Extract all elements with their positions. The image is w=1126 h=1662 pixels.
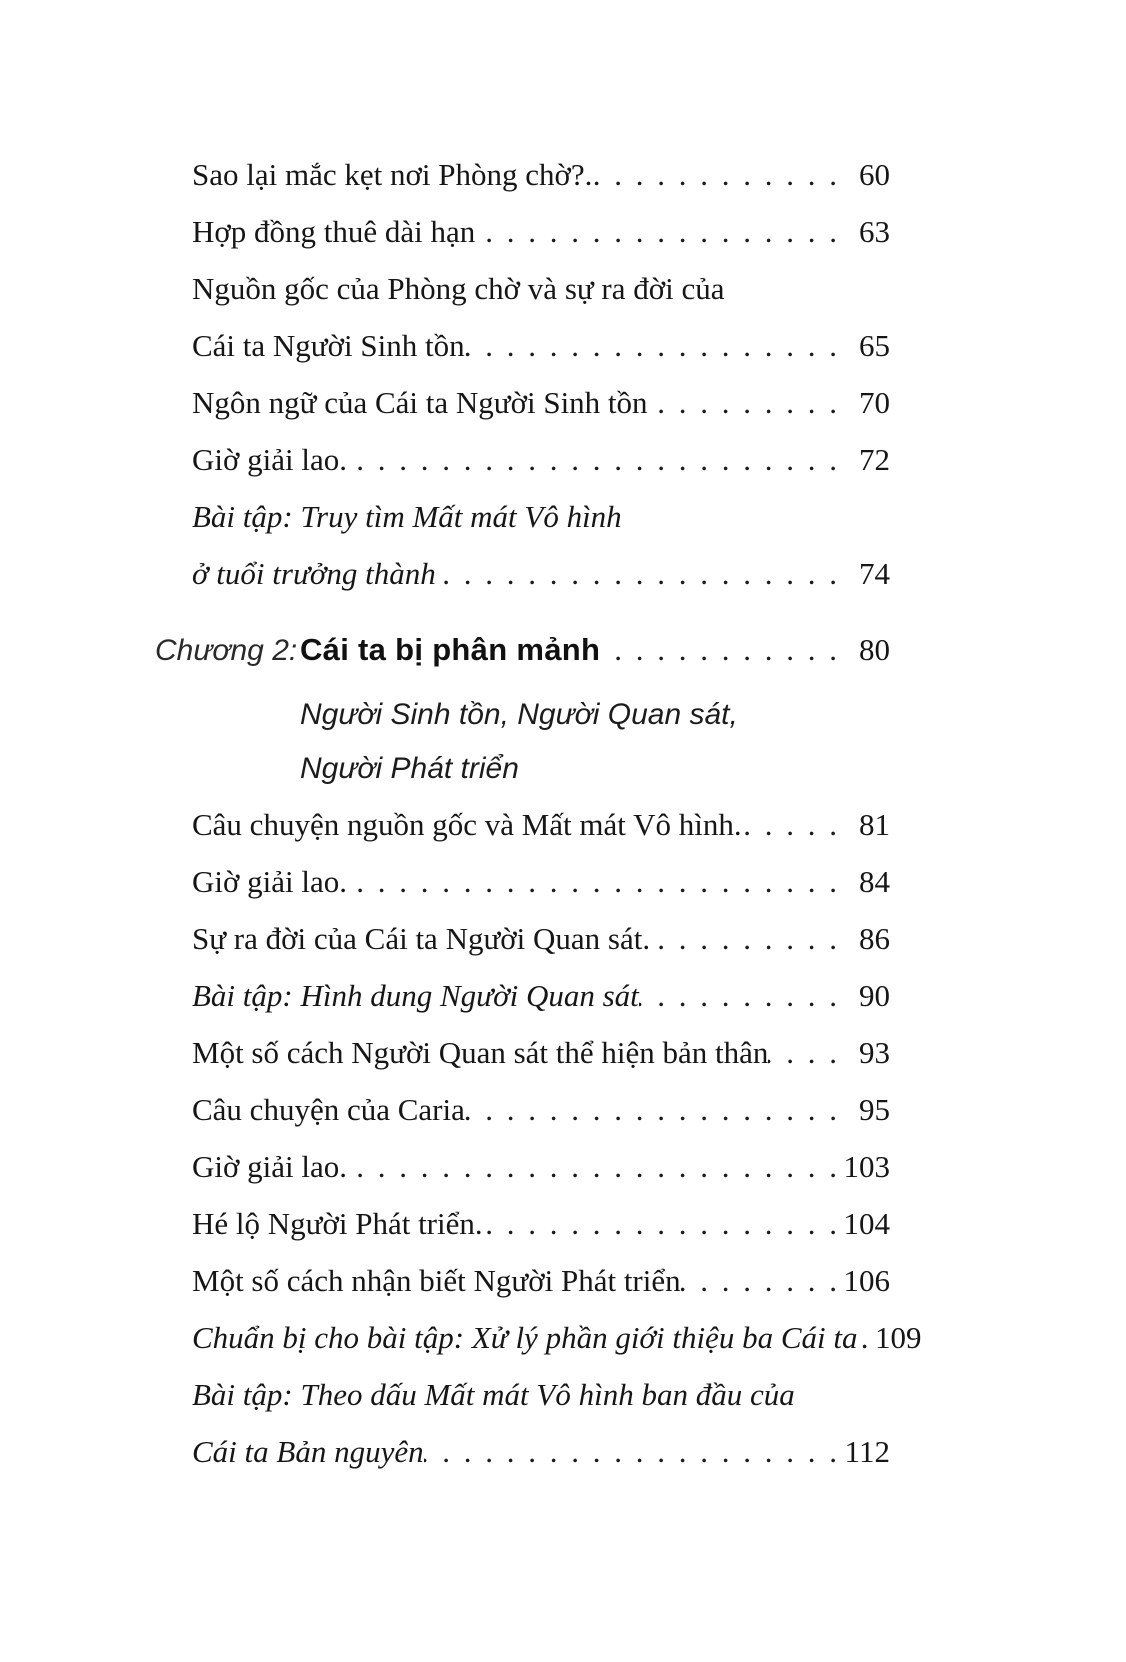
toc-entry-title: Hé lộ Người Phát triển. xyxy=(192,1206,483,1241)
toc-entry-title: Câu chuyện nguồn gốc và Mất mát Vô hình. xyxy=(192,807,742,842)
toc-entry-page: 112 xyxy=(844,1434,890,1469)
dot-leader xyxy=(475,215,840,249)
toc-chapter-row xyxy=(155,632,890,669)
toc-entry xyxy=(192,1264,890,1298)
dot-leader xyxy=(347,443,840,477)
toc-entry xyxy=(192,1320,922,1355)
toc-entry-page: 106 xyxy=(843,1263,890,1298)
dot-leader xyxy=(639,979,840,1013)
dot-leader xyxy=(742,808,840,842)
toc-entry-page: 70 xyxy=(859,385,890,420)
toc-entry-title: ở tuổi trưởng thành xyxy=(192,556,436,591)
toc-entry-title: Bài tập: Theo dấu Mất mát Vô hình ban đầu của xyxy=(192,1377,795,1412)
toc-entry xyxy=(192,329,890,363)
dot-leader xyxy=(465,1093,840,1127)
dot-leader xyxy=(483,1207,840,1241)
toc-entry-page: 74 xyxy=(859,556,890,591)
dot-leader xyxy=(347,1150,840,1184)
toc-entry-page: 86 xyxy=(859,921,890,956)
chapter-label: Chương 2: xyxy=(155,634,298,667)
chapter-title: Cái ta bị phân mảnh xyxy=(300,632,601,667)
toc-entry-line xyxy=(192,1378,890,1412)
toc-entry-title: Sao lại mắc kẹt nơi Phòng chờ?. xyxy=(192,157,593,192)
toc-entry xyxy=(192,1207,890,1241)
toc-entry xyxy=(192,557,890,591)
toc-entry-title: Hợp đồng thuê dài hạn xyxy=(192,214,476,249)
dot-leader xyxy=(681,1264,840,1298)
toc-entry-title: Cái ta Bản nguyên xyxy=(192,1434,424,1469)
toc-entry-page: 90 xyxy=(859,978,890,1013)
toc-entry-page: 65 xyxy=(859,328,890,363)
toc-entry-page: 72 xyxy=(859,442,890,477)
chapter-subtitle-line: Người Sinh tồn, Người Quan sát, xyxy=(300,698,738,731)
toc-entry xyxy=(192,922,890,956)
dot-leader xyxy=(465,329,840,363)
toc-entry-title: Bài tập: Hình dung Người Quan sát xyxy=(192,978,639,1013)
table-of-contents xyxy=(155,157,922,1492)
toc-entry xyxy=(192,1036,890,1070)
chapter-subtitle-line: Người Phát triển xyxy=(300,752,519,785)
toc-entry-page: 109 xyxy=(874,1320,922,1355)
toc-entry-title: Một số cách nhận biết Người Phát triển xyxy=(192,1263,681,1298)
toc-entry-page: 63 xyxy=(859,214,890,249)
toc-entry-page: 104 xyxy=(843,1206,890,1241)
toc-entry-title: Bài tập: Truy tìm Mất mát Vô hình xyxy=(192,499,622,534)
toc-entry-line xyxy=(192,500,890,534)
toc-entry-title: Giờ giải lao. xyxy=(192,864,347,899)
dot-leader xyxy=(650,922,840,956)
toc-entry-title: Giờ giải lao. xyxy=(192,1149,347,1184)
toc-entry xyxy=(192,1435,890,1469)
toc-entry-title: Giờ giải lao. xyxy=(192,442,347,477)
toc-entry xyxy=(192,979,890,1013)
toc-entry-title: Sự ra đời của Cái ta Người Quan sát. xyxy=(192,921,651,956)
toc-entry xyxy=(192,808,890,842)
toc-entry xyxy=(192,215,890,249)
toc-entry-title: Nguồn gốc của Phòng chờ và sự ra đời của xyxy=(192,271,725,306)
dot-leader xyxy=(857,1321,871,1355)
toc-entry-title: Một số cách Người Quan sát thể hiện bản thân xyxy=(192,1035,769,1070)
dot-leader xyxy=(436,557,840,591)
toc-entry xyxy=(192,865,890,899)
toc-entry xyxy=(192,386,890,420)
toc-entry-page: 95 xyxy=(859,1092,890,1127)
toc-entry xyxy=(192,443,890,477)
toc-entry-page: 81 xyxy=(859,807,890,842)
dot-leader xyxy=(347,865,840,899)
toc-entry xyxy=(192,158,890,192)
toc-entry-title: Cái ta Người Sinh tồn xyxy=(192,328,465,363)
chapter-page: 80 xyxy=(859,632,890,667)
toc-entry-page: 84 xyxy=(859,864,890,899)
toc-entry xyxy=(192,1093,890,1127)
toc-entry-title: Chuẩn bị cho bài tập: Xử lý phần giới thiệu ba Cái ta xyxy=(192,1320,858,1355)
toc-entry-page: 103 xyxy=(843,1149,890,1184)
dot-leader xyxy=(592,158,840,192)
dot-leader xyxy=(768,1036,840,1070)
dot-leader xyxy=(424,1435,840,1469)
toc-entry-title: Ngôn ngữ của Cái ta Người Sinh tồn xyxy=(192,385,648,420)
toc-entry-title: Câu chuyện của Caria xyxy=(192,1092,465,1127)
dot-leader xyxy=(600,632,840,668)
toc-entry-page: 93 xyxy=(859,1035,890,1070)
toc-entry-line xyxy=(192,272,890,306)
toc-entry xyxy=(192,1150,890,1184)
dot-leader xyxy=(648,386,840,420)
toc-entry-page: 60 xyxy=(859,157,890,192)
